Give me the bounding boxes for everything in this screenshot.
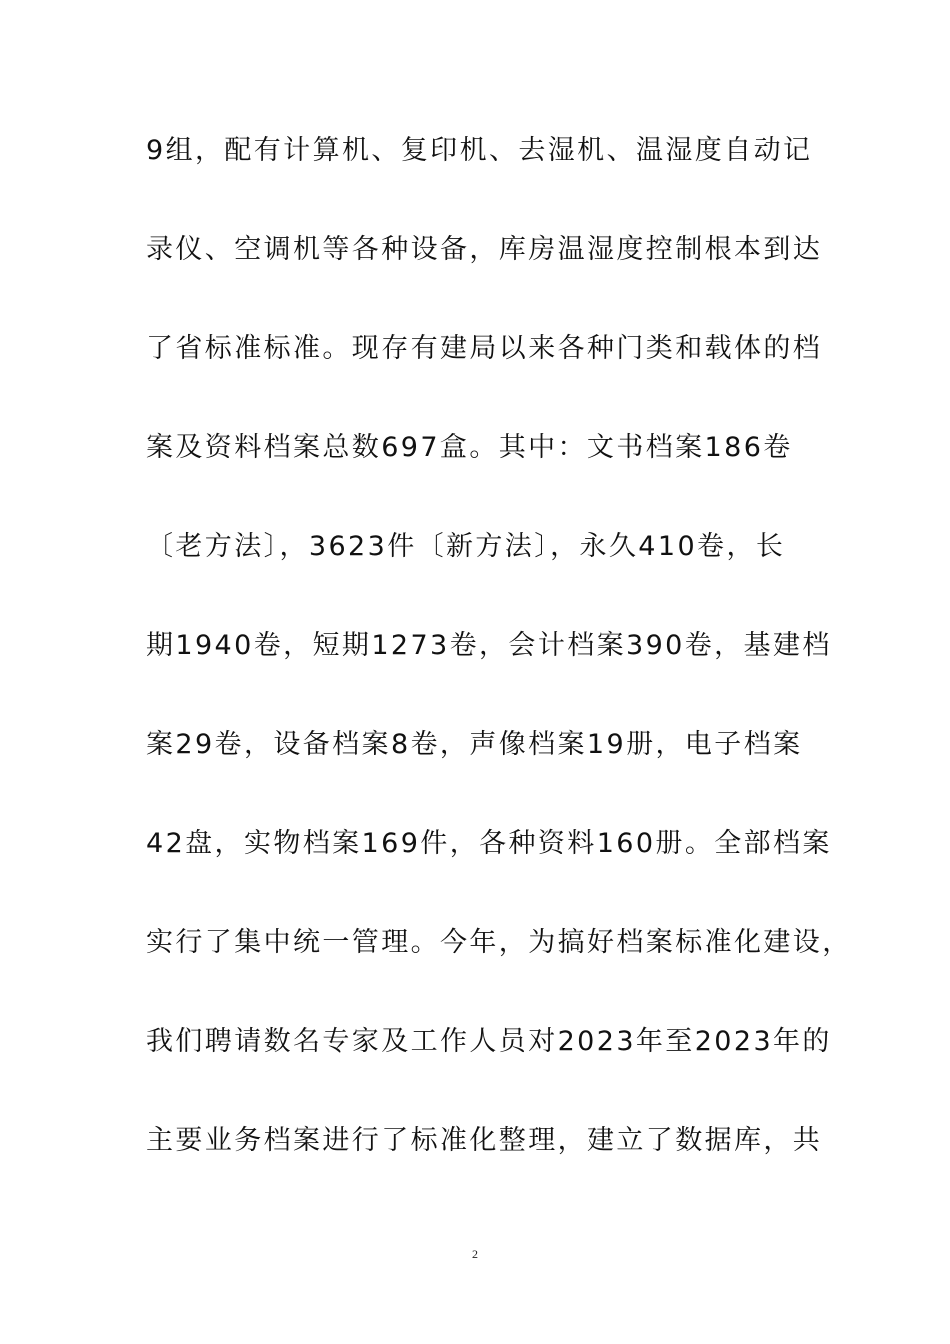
text-line: 我们聘请数名专家及工作人员对2023年至2023年的: [146, 1026, 832, 1057]
text-line: 42盘，实物档案169件，各种资料160册。全部档案: [146, 828, 832, 859]
page-number: 2: [472, 1247, 478, 1261]
text-line: 案29卷，设备档案8卷，声像档案19册，电子档案: [146, 729, 803, 760]
body-text: [146, 126, 852, 1215]
text-line: 实行了集中统一管理。今年，为搞好档案标准化建设，: [146, 927, 852, 958]
text-line: 期1940卷，短期1273卷，会计档案390卷，基建档: [146, 630, 832, 661]
text-line: 〔老方法〕，3623件〔新方法〕，永久410卷，长: [146, 531, 786, 562]
text-line: 了省标准标准。现存有建局以来各种门类和载体的档: [146, 333, 823, 364]
text-line: 主要业务档案进行了标准化整理，建立了数据库，共: [146, 1125, 823, 1156]
text-line: 录仪、空调机等各种设备，库房温湿度控制根本到达: [146, 234, 823, 265]
text-line: 案及资料档案总数697盒。其中：文书档案186卷: [146, 432, 793, 463]
text-line: 9组，配有计算机、复印机、去湿机、温湿度自动记: [146, 135, 813, 166]
